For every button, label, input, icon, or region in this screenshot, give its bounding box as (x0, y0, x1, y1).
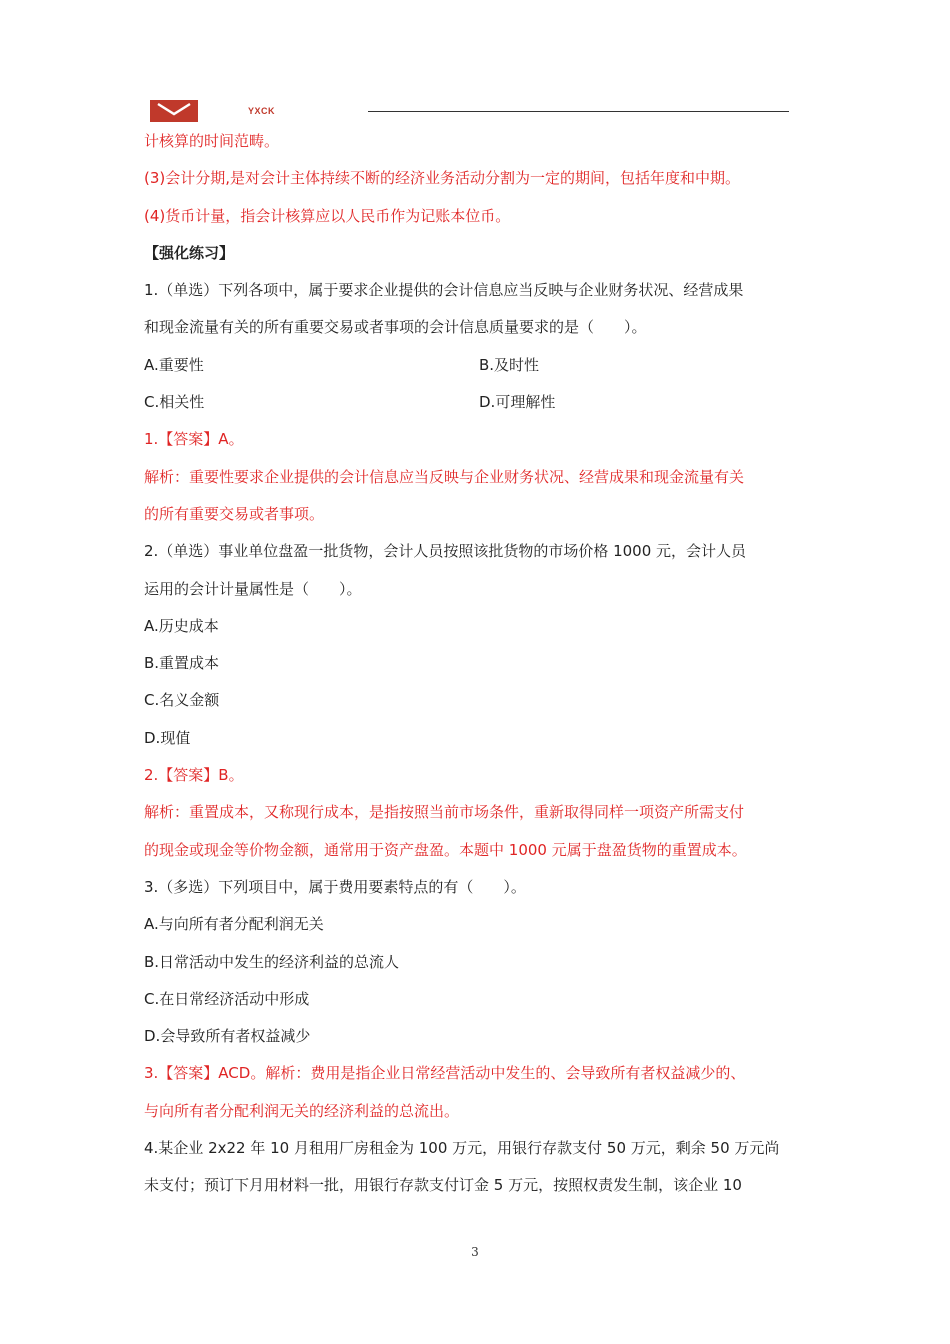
q3-option-a: A.与向所有者分配利润无关 (144, 915, 324, 934)
q1-option-d: D.可理解性 (479, 393, 556, 412)
q2-analysis: 的现金或现金等价物金额，通常用于资产盘盈。本题中 1000 元属于盘盈货物的重置成本。 (144, 840, 747, 859)
intro-line: 计核算的时间范畴。 (144, 132, 280, 150)
q1-options-row (144, 347, 814, 384)
intro-line: (3)会计分期,是对会计主体持续不断的经济业务活动分割为一定的期间，包括年度和中期。 (144, 169, 741, 188)
q1-option-b: B.及时性 (479, 355, 540, 374)
q1-options-row (144, 384, 814, 421)
document-body (144, 123, 814, 1205)
q3-option-b: B.日常活动中发生的经济利益的总流人 (144, 952, 400, 971)
q2-analysis: 解析：重置成本，又称现行成本，是指按照当前市场条件，重新取得同样一项资产所需支付 (144, 803, 745, 822)
q3-option-d: D.会导致所有者权益减少 (144, 1027, 311, 1046)
q4-stem: 未支付；预订下月用材料一批，用银行存款支付订金 5 万元，按照权责发生制，该企业 10 (144, 1176, 742, 1195)
header-logo (150, 100, 198, 122)
q1-stem: 1.（单选）下列各项中，属于要求企业提供的会计信息应当反映与企业财务状况、经营成果 (144, 281, 744, 300)
q2-option-a: A.历史成本 (144, 616, 219, 635)
section-title: 【强化练习】 (144, 243, 235, 262)
header-rule (368, 111, 789, 112)
q1-option-c: C.相关性 (144, 393, 205, 412)
header-brand: YXCK (248, 106, 276, 116)
q4-stem: 4.某企业 2x22 年 10 月租用厂房租金为 100 万元，用银行存款支付 50 万元，剩余 50 万元尚 (144, 1139, 780, 1158)
q1-analysis: 解析：重要性要求企业提供的会计信息应当反映与企业财务状况、经营成果和现金流量有关 (144, 467, 745, 486)
q1-analysis: 的所有重要交易或者事项。 (144, 504, 325, 523)
q3-stem: 3.（多选）下列项目中，属于费用要素特点的有（ ）。 (144, 877, 526, 896)
q2-stem: 2.（单选）事业单位盘盈一批货物，会计人员按照该批货物的市场价格 1000 元，会计人员 (144, 542, 747, 561)
q3-answer-analysis: 与向所有者分配利润无关的经济利益的总流出。 (144, 1101, 460, 1120)
q1-answer: 1.【答案】A。 (144, 430, 244, 449)
q2-stem: 运用的会计计量属性是（ ）。 (144, 579, 362, 598)
q1-stem: 和现金流量有关的所有重要交易或者事项的会计信息质量要求的是（ ）。 (144, 318, 647, 337)
intro-line: (4)货币计量，指会计核算应以人民币作为记账本位币。 (144, 206, 511, 225)
q2-answer: 2.【答案】B。 (144, 766, 244, 785)
q1-option-a: A.重要性 (144, 355, 204, 374)
page-number: 3 (471, 1245, 479, 1259)
q3-option-c: C.在日常经济活动中形成 (144, 989, 310, 1008)
q2-option-b: B.重置成本 (144, 654, 220, 673)
q2-option-c: C.名义金额 (144, 691, 220, 710)
q3-answer-analysis: 3.【答案】ACD。解析：费用是指企业日常经营活动中发生的、会导致所有者权益减少的、 (144, 1064, 746, 1083)
q2-option-d: D.现值 (144, 728, 191, 747)
